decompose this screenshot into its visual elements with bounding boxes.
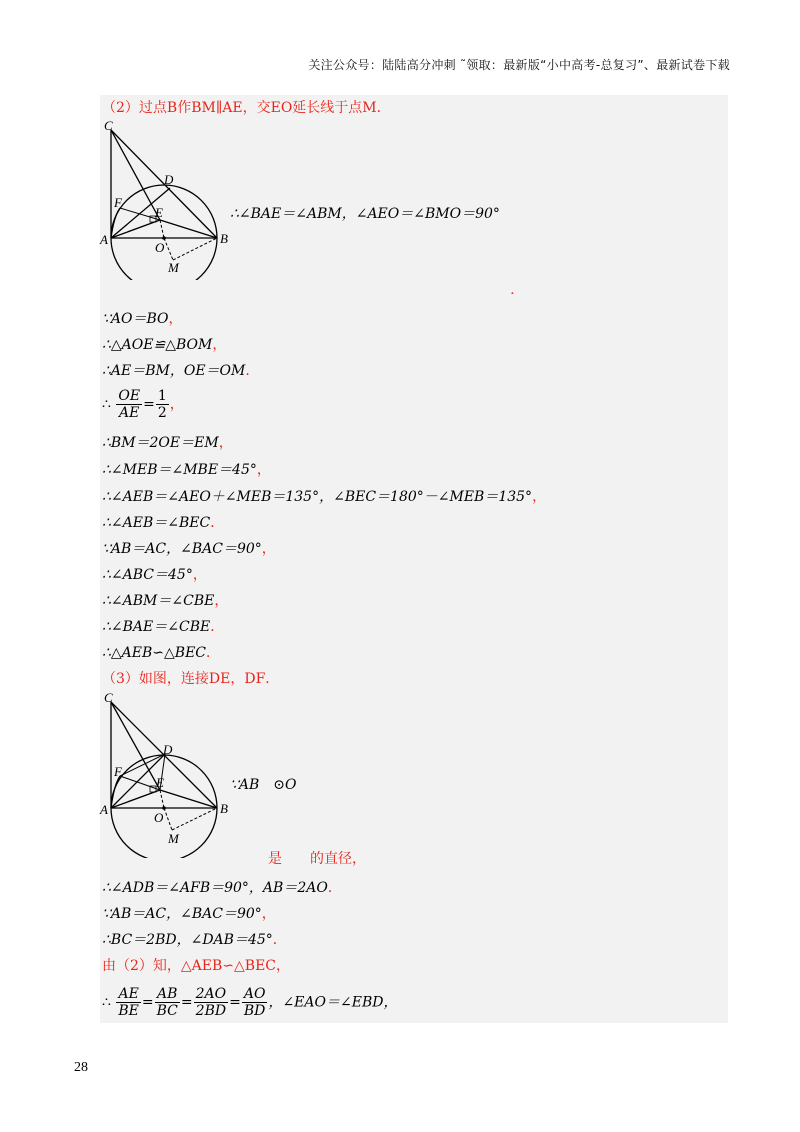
part2-side-statement: ∴∠BAE＝∠ABM，∠AEO＝∠BMO＝90° xyxy=(230,206,500,222)
part3-side-statement: ∵AB ⊙O xyxy=(230,777,297,793)
fraction-ao-bd: $\frac{AO}{BD}$ xyxy=(243,986,266,1019)
label-O: O xyxy=(155,240,165,255)
step-2-12: ∴∠BAE＝∠CBE． xyxy=(102,619,225,635)
step-3-2: ∵AB＝AC，∠BAC＝90°， xyxy=(102,906,276,922)
part3-intro: （3）如图，连接DE，DF． xyxy=(102,671,280,687)
fraction-one-half: $\frac{1}{2}$ xyxy=(157,388,167,421)
step-2-8: ∴∠AEB＝∠BEC． xyxy=(102,515,225,531)
fraction-2ao-2bd: $\frac{2AO}{2BD}$ xyxy=(195,986,227,1019)
label-M: M xyxy=(168,831,179,846)
label-E: E xyxy=(156,775,164,790)
punctuation-mark: ， xyxy=(192,567,207,583)
step-3-1: ∴∠ADB＝∠AFB＝90°，AB＝2AO． xyxy=(102,880,342,896)
punctuation-mark: ， xyxy=(214,593,229,609)
punctuation-mark: ， xyxy=(261,906,276,922)
step-2-3: ∴AE＝BM，OE＝OM． xyxy=(102,363,260,379)
label-E: E xyxy=(155,205,163,220)
step-2-1: ∵AO＝BO， xyxy=(102,311,183,327)
step-3-4: 由（2）知，△AEB∽△BEC， xyxy=(102,958,291,974)
step-2-11: ∴∠ABM＝∠CBE， xyxy=(102,593,229,609)
step-2-7: ∴∠AEB＝∠AEO＋∠MEB＝135°，∠BEC＝180°－∠MEB＝135°， xyxy=(102,489,547,505)
label-D: D xyxy=(164,172,174,187)
part3-side-statement-2: 是 的直径， xyxy=(268,851,366,867)
step-2-10: ∴∠ABC＝45°， xyxy=(102,567,207,583)
punctuation-mark: ． xyxy=(327,880,342,896)
punctuation-mark: ， xyxy=(168,311,183,327)
geometry-figure-1 xyxy=(98,118,232,280)
part2-intro: （2）过点B作BM∥AE，交EO延长线于点M． xyxy=(102,100,391,116)
fraction-ae-be: $\frac{AE}{BE}$ xyxy=(118,986,139,1019)
punctuation-mark: ． xyxy=(210,515,225,531)
label-F: F xyxy=(114,195,122,210)
step-2-6: ∴∠MEB＝∠MBE＝45°， xyxy=(102,462,271,478)
punctuation-mark: ． xyxy=(245,363,260,379)
label-F: F xyxy=(114,764,122,779)
punctuation-mark: ， xyxy=(261,541,276,557)
label-C: C xyxy=(104,690,113,705)
geometry-figure-2 xyxy=(98,690,232,858)
page-header: 关注公众号：陆陆高分冲刺 ˜领取：最新版“小中高考-总复习”、最新试卷下载 xyxy=(308,58,730,72)
punctuation-mark: ， xyxy=(532,489,547,505)
step-2-13: ∴△AEB∽△BEC． xyxy=(102,645,221,661)
fraction-ab-bc: $\frac{AB}{BC}$ xyxy=(156,986,178,1019)
fraction-oe-ae: $\frac{OE}{AE}$ xyxy=(118,388,141,421)
punctuation-mark: ， xyxy=(212,337,227,353)
label-O: O xyxy=(154,810,164,825)
step-3-3: ∴BC＝2BD，∠DAB＝45°． xyxy=(102,932,287,948)
label-D: D xyxy=(163,742,173,757)
page-number: 28 xyxy=(74,1060,88,1075)
label-A: A xyxy=(100,232,108,247)
step-2-2: ∴△AOE≌△BOM， xyxy=(102,337,227,353)
punctuation-mark: ． xyxy=(210,619,225,635)
label-M: M xyxy=(168,260,179,275)
step-2-4: ∴ $\frac{OE}{AE}$ = $\frac{1}{2}$ ， xyxy=(102,388,184,421)
punctuation-mark: ， xyxy=(218,435,233,451)
part2-dot: ． xyxy=(510,282,524,298)
label-C: C xyxy=(104,118,113,133)
step-3-5: ∴ $\frac{AE}{BE}$ = $\frac{AB}{BC}$ = $\frac{2AO}{2BD}$ = $\frac{AO}{BD}$ ，∠EAO＝∠EBD， xyxy=(102,986,398,1019)
step-2-5: ∴BM＝2OE＝EM， xyxy=(102,435,233,451)
punctuation-mark: ． xyxy=(206,645,221,661)
punctuation-mark: ． xyxy=(272,932,287,948)
punctuation-mark: ， xyxy=(256,462,271,478)
step-2-9: ∵AB＝AC，∠BAC＝90°， xyxy=(102,541,276,557)
label-B: B xyxy=(220,801,228,816)
label-A: A xyxy=(100,802,108,817)
label-B: B xyxy=(220,231,228,246)
